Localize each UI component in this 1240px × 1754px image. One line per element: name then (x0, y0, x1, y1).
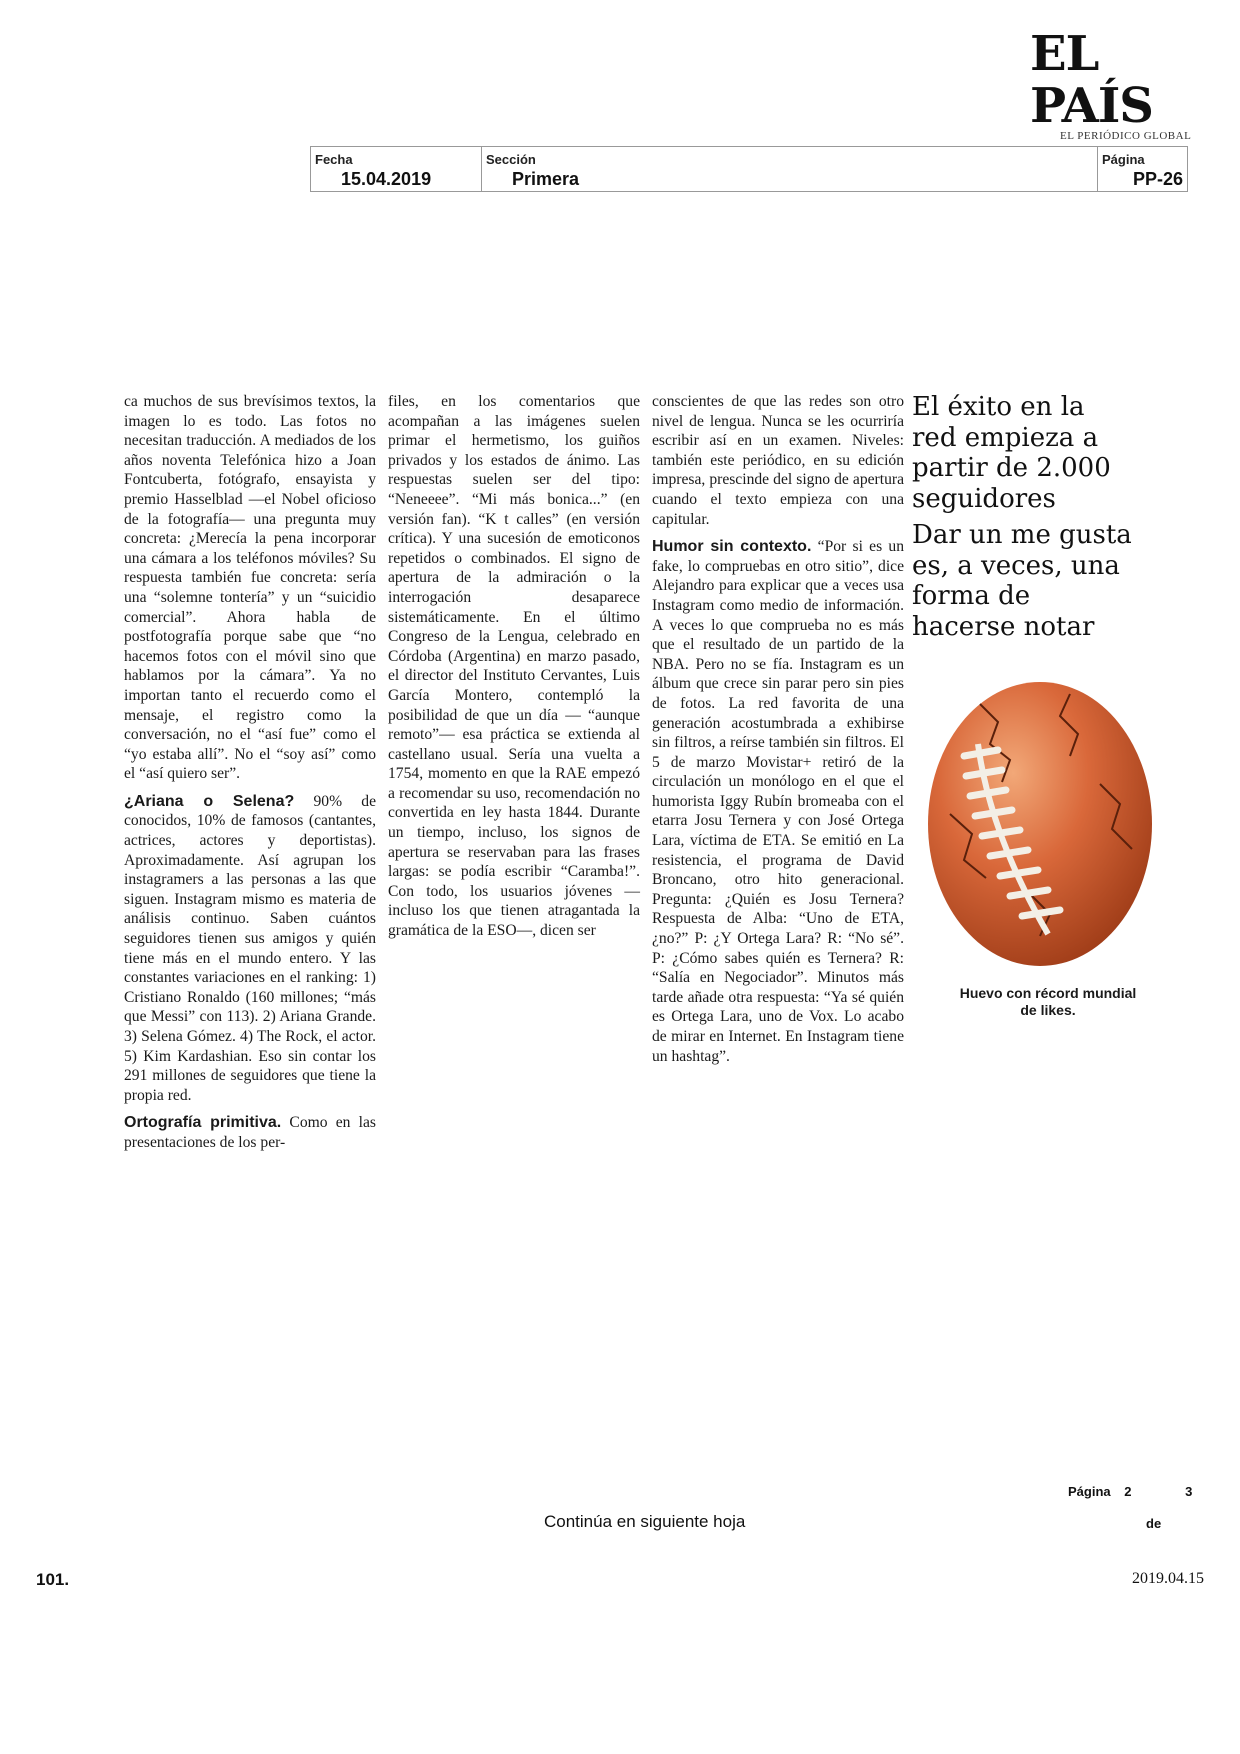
column-1-paragraph-3-body: Como en las presentaciones de los per- (124, 1114, 376, 1151)
clipping-meta-bar (310, 146, 1188, 192)
footer-page-total: 3 (1185, 1484, 1193, 1499)
column-3-paragraph-2 (652, 537, 904, 1066)
egg-image (920, 664, 1160, 974)
photo-caption: Huevo con récord mundial de likes. (959, 985, 1137, 1018)
article-column-3 (652, 392, 904, 1074)
column-1-paragraph-2-body: 90% de conocidos, 10% de famosos (cantantes, actrices, actores y deportistas). Aproximadamente. Así agrupan los instagramers a las personas a las que siguen. Instagram mismo es materia de análisis continuo. Saben cuántos seguidores tienen sus amigos y quién tiene más en el mundo entero. Y las constantes variaciones en el ranking: 1) Cristiano Ronaldo (160 millones; “más que Messi” con 113). 2) Ariana Grande. 3) Selena Gómez. 4) The Rock, el actor. 5) Kim Kardashian. Eso sin contar los 291 millones de seguidores que tiene la propia red. (124, 792, 376, 1104)
logo-tagline: EL PERIÓDICO GLOBAL (1060, 130, 1192, 142)
fecha-value: 15.04.2019 (341, 169, 432, 189)
footer-de-label: de (1146, 1516, 1162, 1531)
egg-photo (920, 664, 1160, 974)
footer-pagina-label: Página (1068, 1484, 1111, 1499)
column-1-paragraph-2 (124, 792, 376, 1106)
masthead-logo (1030, 28, 1220, 142)
footer-page-current: 2 (1124, 1484, 1132, 1499)
pull-quote-2: Dar un me gusta es, a veces, una forma de hacerse notar (912, 520, 1132, 642)
column-1-paragraph-1: ca muchos de sus brevísimos textos, la imagen lo es todo. Las fotos no necesitan traducción. A mediados de los años noventa Telefónica hizo a Joan Fontcuberta, fotógrafo, ensayista y premio Hasselblad —el Nobel oficioso de la fotografía— una pregunta muy concreta: ¿Merecía la pena incorporar una cámara a los teléfonos móviles? Su respuesta también fue concreta: sería una “solemne tontería” y un “suicidio comercial”. Ahora habla de postfotografía porque sabe que “no hacemos fotos con el móvil sino que hablamos por la cámara”. Ya no importan tanto el recuerdo como el mensaje, el registro como la conversación, no el “así fue” como el “yo estaba allí”. No el “soy así” como el “así quiero ser”. (124, 393, 376, 783)
continua-notice: Continúa en siguiente hoja (544, 1512, 746, 1531)
subhead-ortografia: Ortografía primitiva. (124, 1114, 282, 1132)
seccion-label: Sección (486, 152, 536, 167)
pull-quotes (912, 392, 1132, 648)
meta-fecha (311, 147, 482, 191)
column-1-paragraph-3 (124, 1113, 376, 1152)
column-3-paragraph-2-body: “Por si es un fake, lo compruebas en otro sitio”, dice Alejandro para explicar que a veces usa Instagram como medio de información. A veces lo que comprueba no es más que el resultado de un partido de la NBA. Pero no se fía. Instagram es un álbum que crece sin parar pero sin pies de fotos. La red favorita de una generación acostumbrada a exhibirse sin filtros, a reírse también sin filtros. El 5 de marzo Movistar+ retiró de la circulación un monólogo en el que el humorista Iggy Rubín bromeaba con el etarra Josu Ternera y con José Ortega Lara, víctima de ETA. Se emitió en La resistencia, el programa de David Broncano, otro hito generacional. Pregunta: ¿Quién es Josu Ternera? Respuesta de Alba: “Uno de ETA, ¿no?” P: ¿Y Ortega Lara? R: “No sé”. P: ¿Cómo sabes quién es Ternera? R: “Salía en Negociador”. Minutos más tarde añade otra respuesta: “Ya sé quién es Ortega Lara, uno de Vox. Lo acabo de mirar en Internet. En Instagram tiene un hashtag”. (652, 538, 904, 1065)
article-column-1 (124, 392, 376, 1161)
pagina-value: PP-26 (1132, 169, 1183, 189)
pull-quote-1: El éxito en la red empieza a partir de 2.000 seguidores (912, 392, 1111, 514)
logo-text: EL PAÍS (1030, 26, 1153, 134)
column-3-paragraph-1: conscientes de que las redes son otro nivel de lengua. Nunca se les ocurriría escribir así en un examen. Niveles: también este periódico, en su edición impresa, prescinde del signo de apertura cuando el texto empieza con una capitular. (652, 393, 904, 528)
seccion-value: Primera (512, 169, 580, 189)
meta-seccion (482, 147, 1098, 191)
subhead-humor: Humor sin contexto. (652, 538, 812, 556)
column-2-paragraph-1: files, en los comentarios que acompañan a las imágenes suelen primar el hermetismo, los guiños privados y los estados de ánimo. Las respuestas suelen ser del tipo: “Neneeee”. “Mi más bonica...” (en versión fan). “K t calles” (en versión crítica). Y una sucesión de emoticonos repetidos o combinados. El signo de apertura de la admiración o la interrogación desaparece sistemáticamente. En el último Congreso de la Lengua, celebrado en Córdoba (Argentina) en marzo pasado, el director del Instituto Cervantes, Luis García Montero, contempló la posibilidad de que un día — “aunque remoto”— esa práctica se extienda al castellano usual. Sería una vuelta a 1754, momento en que la RAE empezó a recomendar su uso, recomendación no convertida en ley hasta 1844. Durante un tiempo, incluso, los signos de apertura se reservaban para las frases largas: se podía escribir “Caramba!”. Con todo, los usuarios jóvenes —incluso los que tienen atragantada la gramática de la ESO—, dicen ser (388, 393, 640, 940)
pagina-label: Página (1102, 152, 1145, 167)
subhead-ariana-selena: ¿Ariana o Selena? (124, 792, 295, 810)
footer-page-counter (1068, 1484, 1192, 1499)
article-column-2 (388, 392, 640, 949)
meta-pagina (1098, 147, 1187, 191)
document-id: 101. (36, 1570, 70, 1589)
fecha-label: Fecha (315, 152, 353, 167)
document-date: 2019.04.15 (1132, 1570, 1204, 1587)
